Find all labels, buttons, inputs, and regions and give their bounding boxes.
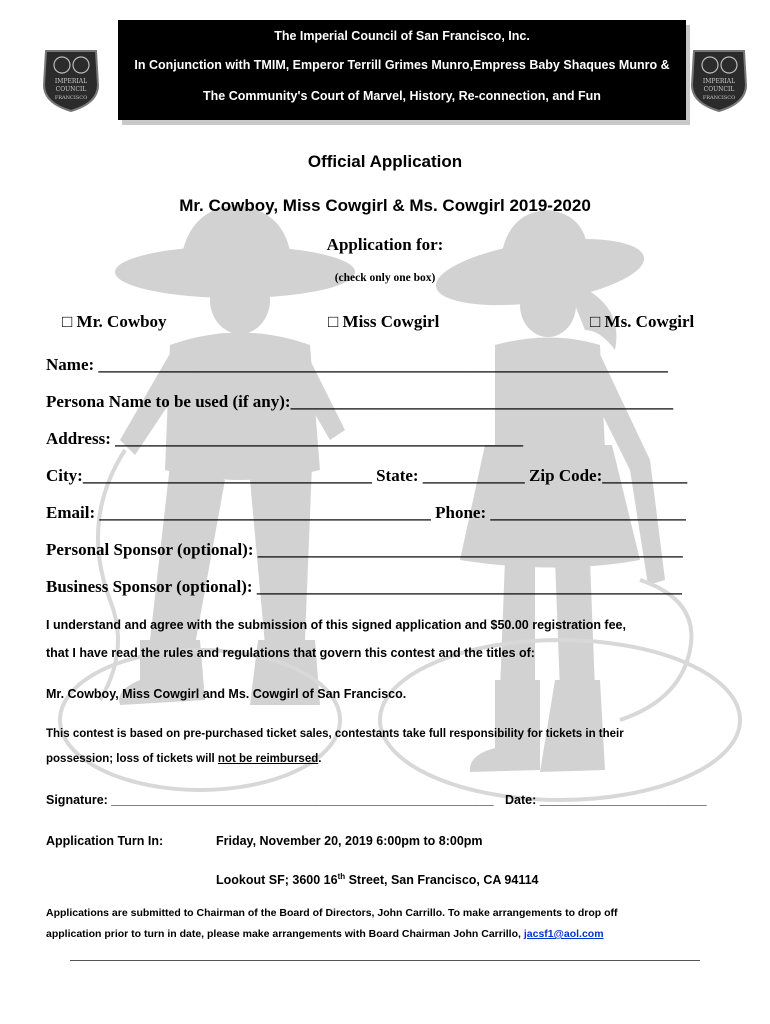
turn-in-venue (216, 872, 539, 887)
not-reimbursed-text: not be reimbursed (217, 753, 319, 765)
contest-title: Mr. Cowboy, Miss Cowgirl & Ms. Cowgirl 2019-2020 (179, 196, 591, 215)
venue-text: Lookout SF; 3600 16 (216, 873, 338, 888)
turn-in-label: Application Turn In: (46, 834, 164, 848)
header-banner (118, 20, 686, 120)
header-line-2: In Conjunction with TMIM, Emperor Terrill Grimes Munro,Empress Baby Shaques Munro & (134, 58, 670, 72)
option-ms-cowgirl[interactable]: □ Ms. Cowgirl (590, 312, 695, 331)
imperial-council-seal-left (40, 45, 102, 113)
date-field[interactable]: Date: ________________________ (505, 793, 707, 807)
venue-street: Street, San Francisco, CA 94114 (345, 873, 539, 888)
agreement-line-1: I understand and agree with the submission of this signed application and $50.00 registration fee, (46, 618, 626, 632)
svg-text:COUNCIL: COUNCIL (703, 86, 735, 93)
application-for-heading: Application for: (326, 235, 444, 254)
cowgirl-boots (470, 680, 605, 772)
email-phone-field[interactable]: Email: _______________________________________ Phone: _______________________ (46, 503, 686, 522)
svg-text:COUNCIL: COUNCIL (55, 86, 87, 93)
lasso-rope-right (620, 580, 691, 720)
city-state-zip-field[interactable]: City:__________________________________ State: ____________ Zip Code:__________ (46, 466, 688, 485)
ticket-terms-line-1: This contest is based on pre-purchased ticket sales, contestants take full responsibility for tickets in their (46, 728, 624, 740)
footer-line-2 (46, 928, 604, 940)
ticket-terms-text: possession; loss of tickets will (46, 753, 218, 765)
header-line-1: The Imperial Council of San Francisco, Inc. (274, 29, 530, 43)
name-field[interactable]: Name: ___________________________________________________________________ (46, 355, 668, 374)
option-mr-cowboy[interactable]: □ Mr. Cowboy (62, 312, 167, 331)
agreement-titles: Mr. Cowboy, Miss Cowgirl and Ms. Cowgirl of San Francisco. (46, 687, 407, 701)
signature-field[interactable]: Signature: _______________________________________________________ (46, 793, 494, 807)
svg-text:IMPERIAL: IMPERIAL (702, 78, 736, 85)
footer-contact-text: application prior to turn in date, please make arrangements with Board Chairman John Carrillo, (46, 928, 524, 940)
option-miss-cowgirl[interactable]: □ Miss Cowgirl (328, 312, 440, 331)
venue-superscript: th (337, 872, 346, 881)
header-line-3: The Community's Court of Marvel, History, Re-connection, and Fun (203, 89, 601, 103)
imperial-council-seal-right (688, 45, 750, 113)
persona-name-field[interactable]: Persona Name to be used (if any):_____________________________________________ (46, 392, 674, 411)
bottom-divider (70, 960, 700, 961)
ticket-terms-period: . (318, 753, 322, 765)
footer-line-1: Applications are submitted to Chairman of the Board of Directors, John Carrillo. To make arrangements to drop off (46, 907, 618, 919)
check-note: (check only one box) (334, 272, 436, 284)
contact-email-link[interactable]: jacsf1@aol.com (523, 928, 604, 940)
personal-sponsor-field[interactable]: Personal Sponsor (optional): __________________________________________________ (46, 540, 683, 559)
address-field[interactable]: Address: ________________________________________________ (46, 429, 524, 448)
business-sponsor-field[interactable]: Business Sponsor (optional): __________________________________________________ (46, 577, 682, 596)
turn-in-datetime: Friday, November 20, 2019 6:00pm to 8:00pm (216, 834, 483, 848)
svg-text:FRANCISCO: FRANCISCO (54, 95, 88, 101)
ticket-terms-line-2 (46, 753, 321, 765)
svg-text:IMPERIAL: IMPERIAL (54, 78, 88, 85)
agreement-line-2: that I have read the rules and regulations that govern this contest and the titles of: (46, 646, 535, 660)
svg-text:FRANCISCO: FRANCISCO (702, 95, 736, 101)
page-title: Official Application (307, 152, 463, 171)
